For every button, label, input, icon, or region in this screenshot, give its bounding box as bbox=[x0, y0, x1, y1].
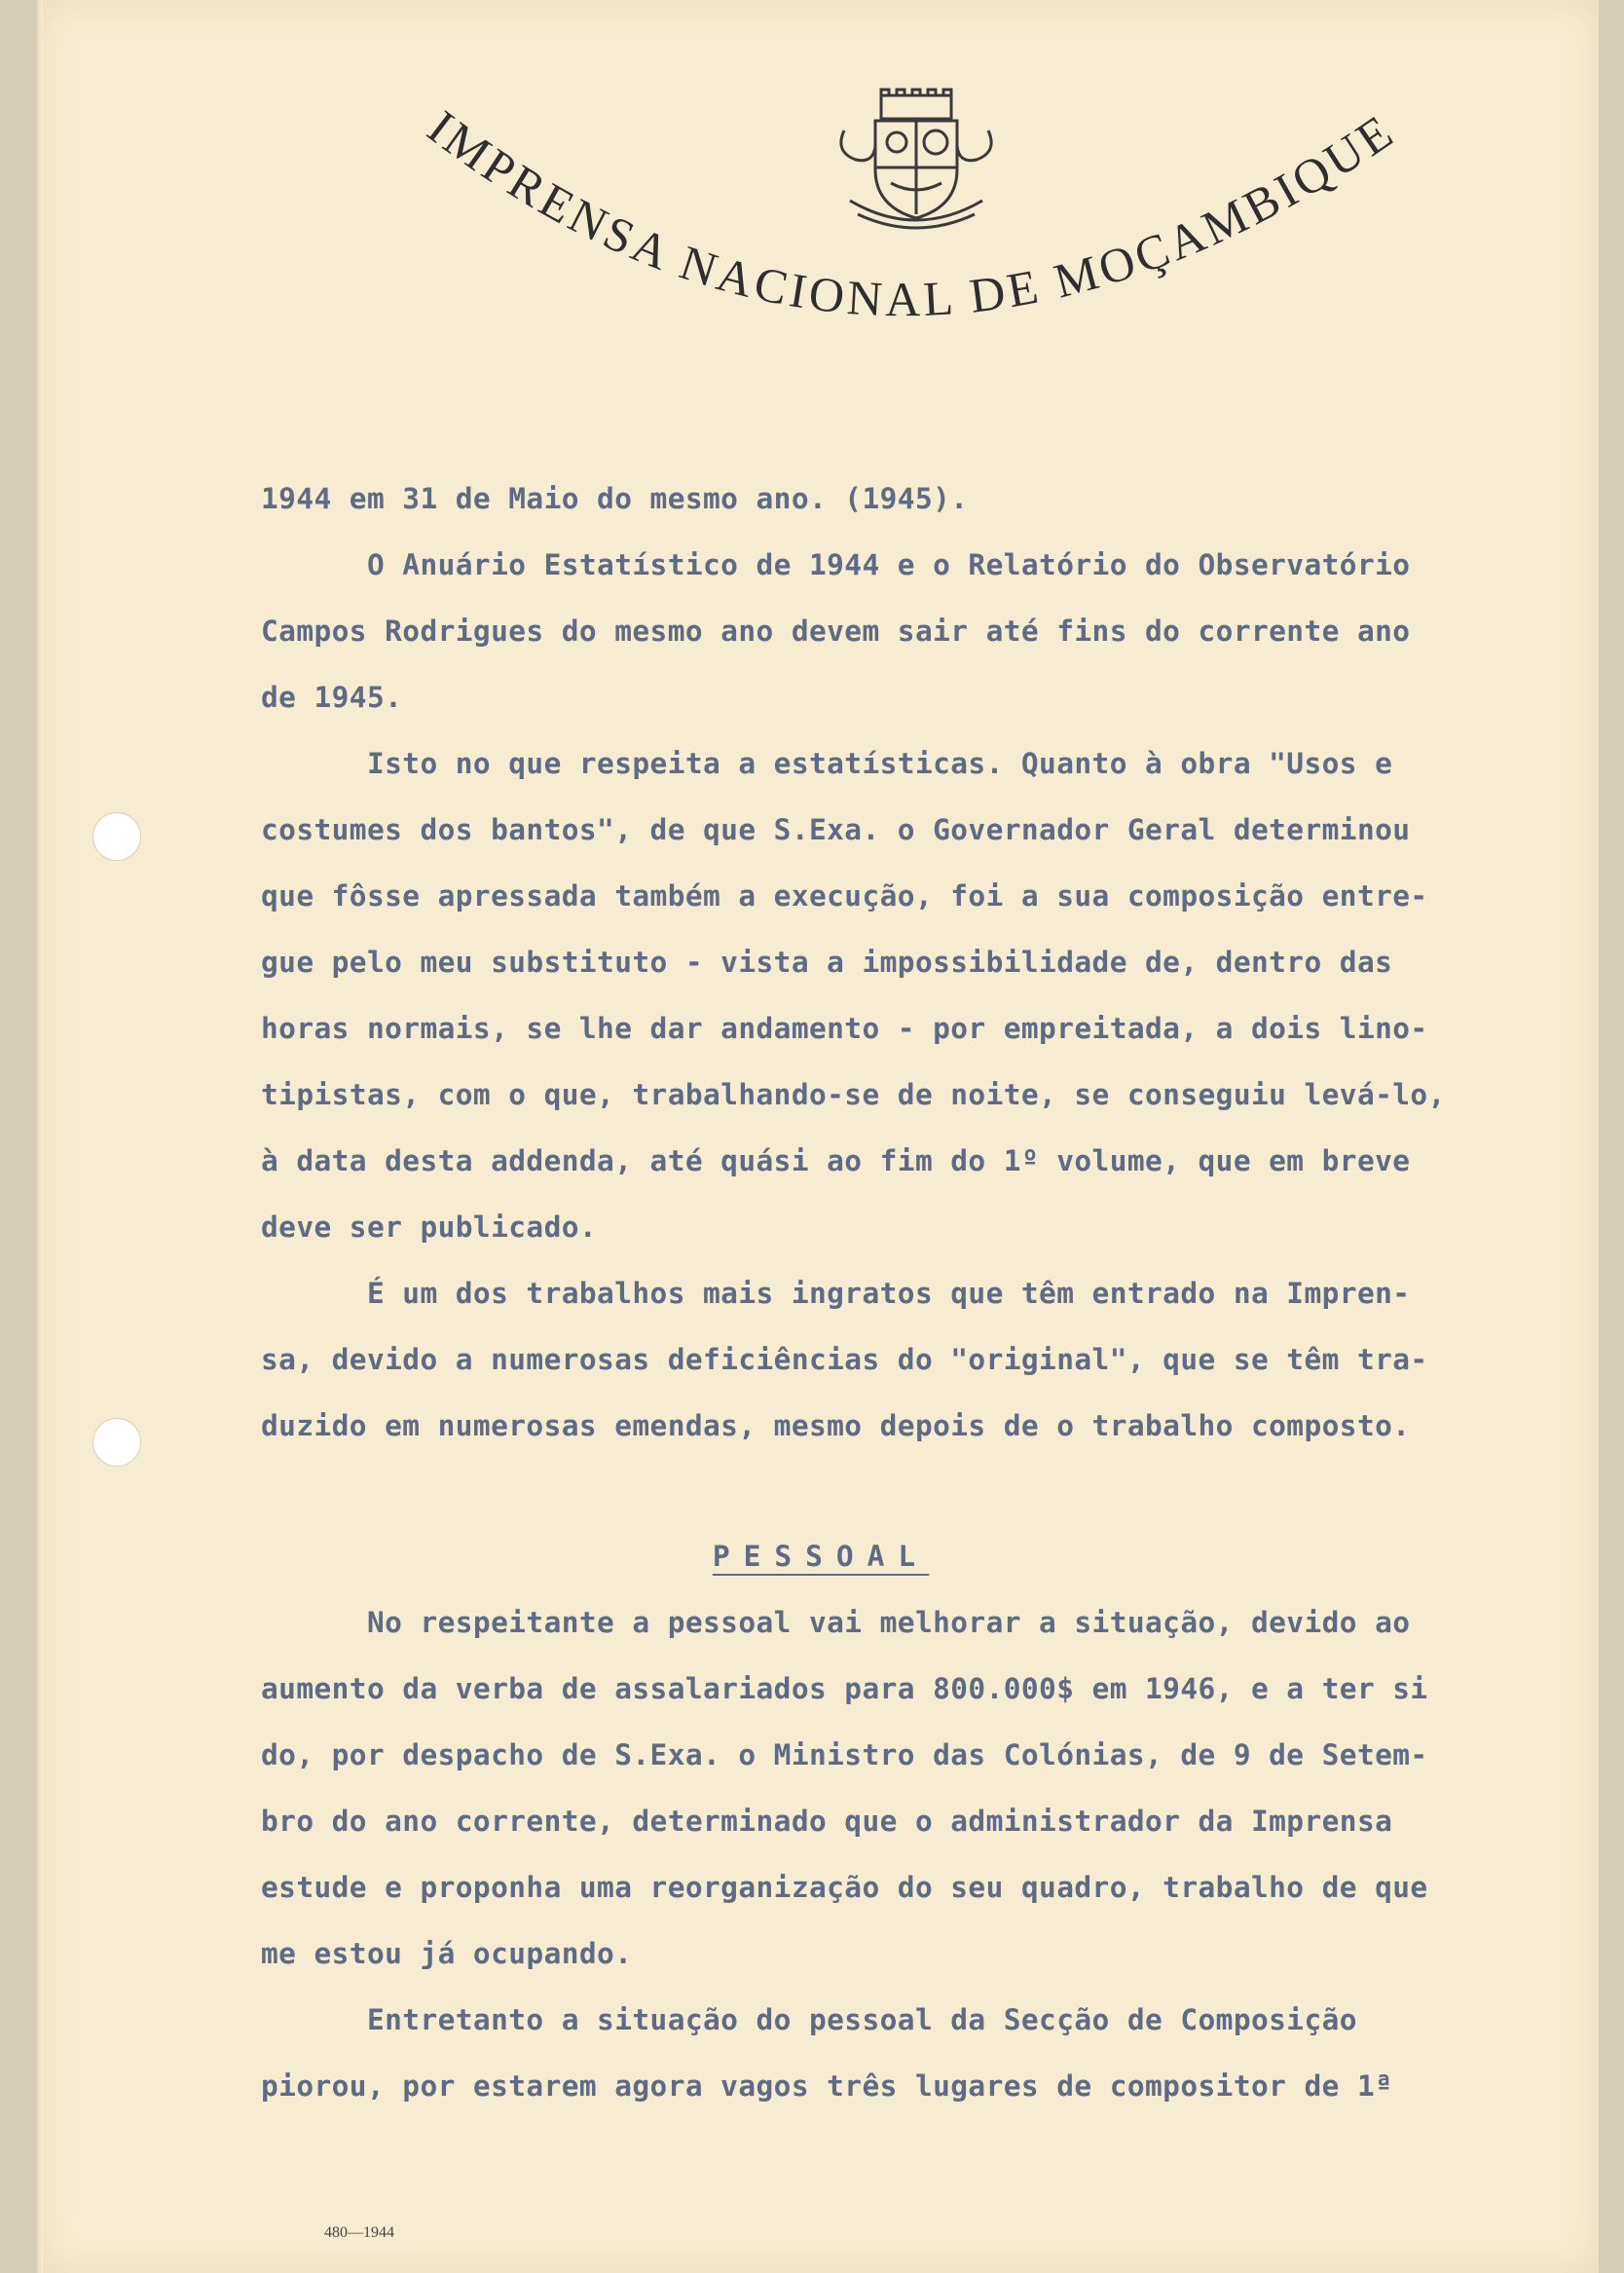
text-line: Campos Rodrigues do mesmo ano devem sair até fins do corrente ano bbox=[261, 615, 1411, 648]
document-body bbox=[261, 466, 1556, 2119]
text-line: me estou já ocupando. bbox=[261, 1937, 633, 1970]
text-line: do, por despacho de S.Exa. o Ministro das Colónias, de 9 de Setem- bbox=[261, 1738, 1428, 1771]
text-line: aumento da verba de assalariados para 800.000$ em 1946, e a ter si bbox=[261, 1672, 1428, 1705]
letterhead bbox=[0, 0, 1624, 409]
text-line: bro do ano corrente, determinado que o administrador da Imprensa bbox=[261, 1805, 1393, 1838]
punch-hole bbox=[92, 812, 141, 861]
text-line: sa, devido a numerosas deficiências do "original", que se têm tra- bbox=[261, 1343, 1428, 1376]
letterhead-title: IMPRENSA NACIONAL DE MOÇAMBIQUE bbox=[418, 99, 1405, 327]
text-line: de 1945. bbox=[261, 681, 403, 714]
text-line: Entretanto a situação do pessoal da Secção de Composição bbox=[261, 2003, 1357, 2036]
text-line: horas normais, se lhe dar andamento - por empreitada, a dois lino- bbox=[261, 1012, 1428, 1045]
text-line: O Anuário Estatístico de 1944 e o Relatório do Observatório bbox=[261, 548, 1411, 581]
text-line: à data desta addenda, até quási ao fim do 1º volume, que em breve bbox=[261, 1144, 1411, 1177]
form-code: 480—1944 bbox=[324, 2224, 394, 2241]
text-line: gue pelo meu substituto - vista a impossibilidade de, dentro das bbox=[261, 946, 1393, 979]
text-line: 1944 em 31 de Maio do mesmo ano. (1945). bbox=[261, 482, 969, 515]
text-line: Isto no que respeita a estatísticas. Quanto à obra "Usos e bbox=[261, 747, 1393, 780]
text-line: É um dos trabalhos mais ingratos que têm entrado na Impren- bbox=[261, 1277, 1411, 1310]
coat-of-arms-icon bbox=[832, 86, 1000, 232]
text-line: duzido em numerosas emendas, mesmo depois de o trabalho composto. bbox=[261, 1409, 1411, 1442]
section-heading bbox=[261, 1523, 1556, 1589]
text-line: tipistas, com o que, trabalhando-se de noite, se conseguiu levá-lo, bbox=[261, 1078, 1446, 1111]
text-line: que fôsse apressada também a execução, foi a sua composição entre- bbox=[261, 879, 1428, 913]
section-heading-text: PESSOAL bbox=[712, 1540, 930, 1573]
text-line: deve ser publicado. bbox=[261, 1211, 598, 1244]
punch-hole bbox=[92, 1418, 141, 1467]
text-line: estude e proponha uma reorganização do seu quadro, trabalho de que bbox=[261, 1871, 1428, 1904]
text-line: No respeitante a pessoal vai melhorar a situação, devido ao bbox=[261, 1606, 1411, 1639]
text-line: costumes dos bantos", de que S.Exa. o Governador Geral determinou bbox=[261, 813, 1411, 846]
text-line: piorou, por estarem agora vagos três lugares de compositor de 1ª bbox=[261, 2069, 1393, 2103]
